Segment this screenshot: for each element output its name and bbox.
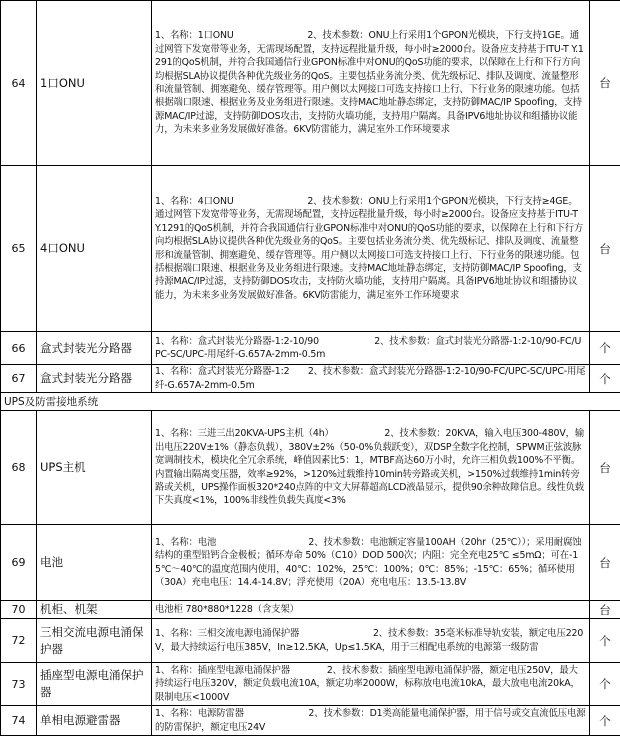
item-name: 盒式封装光分路器: [37, 332, 152, 365]
table-row: [1, 525, 620, 601]
item-unit: 台: [590, 525, 620, 601]
item-name: 三相交流电源电涌保护器: [37, 619, 152, 663]
item-unit: 个: [590, 619, 620, 663]
table-row: [1, 365, 620, 393]
item-spec: 电池柜 780*880*1228（含支架）: [152, 601, 590, 619]
item-unit: 个: [590, 365, 620, 393]
item-number: 72: [1, 619, 37, 663]
item-unit: 个: [590, 706, 620, 736]
item-unit: 台: [590, 166, 620, 332]
item-unit: 台: [590, 411, 620, 525]
item-spec: 1、名称：盒式封装光分路器-1:2 2、技术参数：盒式封装光分路器-1:2-10/90-FC/UPC-SC/UPC-用尾纤-G.657A-2mm-0.5m: [152, 365, 590, 393]
item-number: 68: [1, 411, 37, 525]
item-number: 70: [1, 601, 37, 619]
item-spec: 1、名称：插座型电源电涌保护器 2、技术参数：插座型电源电涌保护器，额定电压250V，最大持续运行电压320V，额定负载电流10A，额定功率2000W，标称放电电流10kA，最大放电电流20kA，限制电压<1000V: [152, 663, 590, 706]
item-number: 66: [1, 332, 37, 365]
item-name: 插座型电源电涌保护器: [37, 663, 152, 706]
section-title: UPS及防雷接地系统: [1, 393, 620, 411]
table-row: [1, 1, 620, 166]
table-row: [1, 332, 620, 365]
item-number: 74: [1, 706, 37, 736]
item-unit: 台: [590, 1, 620, 166]
item-number: 73: [1, 663, 37, 706]
table-row: [1, 601, 620, 619]
item-number: 67: [1, 365, 37, 393]
item-name: 机柜、机架: [37, 601, 152, 619]
item-unit: 个: [590, 663, 620, 706]
table-row: [1, 619, 620, 663]
item-spec: 1、名称：三相交流电源电涌保护器 2、技术参数：35毫米标准导轨安装，额定电压220V，最大持续运行电压385V，In≥12.5KA，Up≤1.5KA，用于三相配电系统的电源第一级防雷: [152, 619, 590, 663]
table-row: [1, 706, 620, 736]
section-header-row: [1, 393, 620, 411]
item-name: 单相电源避雷器: [37, 706, 152, 736]
item-spec: 1、名称：电池 2、技术参数：电池额定容量100AH（20hr（25℃））；采用耐腐蚀结构的重型铅钙合金极板；循环寿命 50%（C10）DOD 500次；内阻：完全充电25℃ ≤5mΩ；可在-15℃～40℃的温度范围内使用，40℃：102%，25℃：100%；0℃：85%；-15℃：65%；循环使用（30A）充电电压：14.4-14.8V；浮充使用（20A）充电电压：13.5-13.8V: [152, 525, 590, 601]
item-spec: 1、名称：1口ONU 2、技术参数：ONU上行采用1个GPON光模块，下行支持1GE。通过网管下发宽带等业务，无需现场配置，支持远程批量升级，每小时≥2000台。设备应支持基于ITU-T Y.1291的QoS机制，并符合我国通信行业GPON标准中对ONU的QoS功能的要求，以保障在上行和下行方向均根据SLA协议提供各种优先级业务的QoS。主要包括业务流分类、优先级标记、排队及调度、流量整形和流量管制、拥塞避免、缓存管理等。用户侧以太网接口可选支持接口上行、下行业务的限速功能。包括根据端口限速、根据业务及业务组进行限速。支持MAC地址静态绑定，支持防御MAC/IP Spoofing，支持源MAC/IP过滤，支持防御DOS攻击，支持防火墙功能，支持用户隔离。具备IPV6地址协议和组播协议能力，为未来多业务发展做好准备。6KV防雷能力，满足室外工作环境要求: [152, 1, 590, 166]
item-name: UPS主机: [37, 411, 152, 525]
item-name: 4口ONU: [37, 166, 152, 332]
item-spec: 1、名称：电源防雷器 2、技术参数：D1类高能量电涌保护器，用于信号或交直流低压电源的防雷保护，额定电压24V: [152, 706, 590, 736]
item-spec: 1、名称：4口ONU 2、技术参数：ONU上行采用1个GPON光模块，下行支持≥4GE。通过网管下发宽带等业务，无需现场配置，支持远程批量升级，每小时≥2000台。设备应支持基于ITU-T Y.1291的QoS机制，并符合我国通信行业GPON标准中对ONU的QoS功能的要求，以保障在上行和下行方向均根据SLA协议提供各种优先级业务的QoS。主要包括业务流分类、优先级标记、排队及调度、流量整形和流量管制、拥塞避免、缓存管理等。用户侧以太网接口可选支持接口上行、下行业务的限速功能。包括根据端口限速、根据业务及业务组进行限速。支持MAC地址静态绑定，支持防御MAC/IP Spoofing，支持源MAC/IP过滤，支持防御DOS攻击，支持防火墙功能，支持用户隔离。具备IPV6地址协议和组播协议能力，为未来多业务发展做好准备。6KV防雷能力，满足室外工作环境要求: [152, 166, 590, 332]
item-name: 电池: [37, 525, 152, 601]
item-unit: 台: [590, 601, 620, 619]
item-spec: 1、名称：盒式封装光分路器-1:2-10/90 2、技术参数：盒式封装光分路器-1:2-10/90-FC/UPC-SC/UPC-用尾纤-G.657A-2mm-0.5m: [152, 332, 590, 365]
item-number: 69: [1, 525, 37, 601]
item-number: 65: [1, 166, 37, 332]
table-row: [1, 166, 620, 332]
item-name: 盒式封装光分路器: [37, 365, 152, 393]
item-name: 1口ONU: [37, 1, 152, 166]
table-row: [1, 411, 620, 525]
item-spec: 1、名称：三进三出20KVA-UPS主机（4h） 2、技术参数：20KVA，输入电压300-480V，输出电压220V±1%（静态负载），380V±2%（50-0%负载跃变），双DSP全数字化控制，SPWM正弦波脉宽调制技术，模块化全冗余系统，峰值因素比5：1，MTBF高达60万小时，允许三相负载100%不平衡。内置输出隔离变压器，效率≥92%，>120%过载维持10min转旁路或关机，>150%过载维持1min转旁路或关机，UPS操作面板320*240点阵的中文大屏幕超高LCD液晶显示，提供90余种故障信息。线性负载下失真度<1%，100%非线性负载失真度<3%: [152, 411, 590, 525]
table-row: [1, 663, 620, 706]
item-number: 64: [1, 1, 37, 166]
item-unit: 个: [590, 332, 620, 365]
